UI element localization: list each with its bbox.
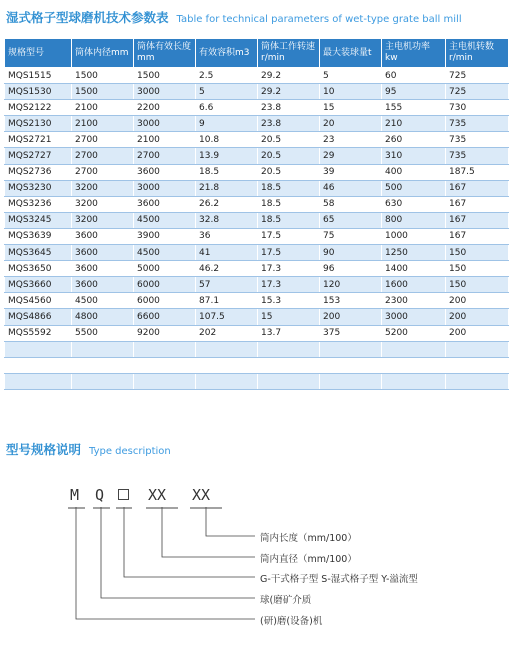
table-cell: 1400 [382, 261, 446, 277]
code-letter-m: M [70, 486, 80, 504]
table-cell: 107.5 [196, 309, 258, 325]
table-cell: 400 [382, 164, 446, 180]
column-header: 规格型号 [5, 39, 72, 68]
column-header: 筒体工作转速r/min [258, 39, 320, 68]
table-cell: 735 [446, 132, 509, 148]
table-cell: 15 [258, 309, 320, 325]
column-header: 最大装球量t [320, 39, 382, 68]
table-cell: 18.5 [196, 164, 258, 180]
table-cell: 730 [446, 100, 509, 116]
table-cell: 375 [320, 325, 382, 341]
table-cell: 18.5 [258, 196, 320, 212]
table-cell: 5500 [72, 325, 134, 341]
column-header: 筒体内径mm [72, 39, 134, 68]
code-xx-diameter: XX [148, 486, 167, 504]
table-cell: 5 [196, 84, 258, 100]
legend-type: G-干式格子型 S-湿式格子型 Y-溢流型 [260, 574, 418, 585]
legend-length: 筒内长度（mm/100） [260, 533, 357, 544]
table-cell: 1250 [382, 245, 446, 261]
table-cell: 3000 [134, 180, 196, 196]
table-cell: 2700 [72, 164, 134, 180]
leader-line-type [124, 507, 255, 577]
table-cell: 725 [446, 68, 509, 84]
table-cell: 9 [196, 116, 258, 132]
column-header: 主电机转数r/min [446, 39, 509, 68]
table-cell: 13.9 [196, 148, 258, 164]
table-cell: MQS4866 [5, 309, 72, 325]
leader-line-m [76, 507, 255, 619]
table-cell: 95 [382, 84, 446, 100]
column-header: 主电机功率kw [382, 39, 446, 68]
table-cell: 120 [320, 277, 382, 293]
table-cell: 3600 [134, 164, 196, 180]
table-cell: 15.3 [258, 293, 320, 309]
table-cell: 2700 [72, 148, 134, 164]
table-cell: 150 [446, 245, 509, 261]
table-cell: 46 [320, 180, 382, 196]
table-cell: 15 [320, 100, 382, 116]
table-cell: 90 [320, 245, 382, 261]
table-cell: 3200 [72, 180, 134, 196]
table-cell: 3600 [72, 277, 134, 293]
table-cell: 1500 [72, 84, 134, 100]
table-cell: 39 [320, 164, 382, 180]
table-cell: 167 [446, 228, 509, 244]
table-cell: 2200 [134, 100, 196, 116]
table-cell: 3600 [72, 228, 134, 244]
table-cell: 2100 [134, 132, 196, 148]
table-cell: 21.8 [196, 180, 258, 196]
table-cell: 20.5 [258, 132, 320, 148]
table-cell: MQS3639 [5, 228, 72, 244]
table-cell: 153 [320, 293, 382, 309]
table-cell: 2100 [72, 100, 134, 116]
table-cell: 5 [320, 68, 382, 84]
table-cell: 3000 [382, 309, 446, 325]
table-cell: 26.2 [196, 196, 258, 212]
table-cell: 725 [446, 84, 509, 100]
table-cell: 29.2 [258, 84, 320, 100]
table-cell: 20.5 [258, 148, 320, 164]
table-cell: 75 [320, 228, 382, 244]
table-cell: MQS3645 [5, 245, 72, 261]
table-cell: 735 [446, 116, 509, 132]
leader-line-diameter [162, 507, 255, 557]
legend-mill: (研)磨(设备)机 [260, 616, 323, 627]
table-cell: 167 [446, 196, 509, 212]
table-cell: MQS3245 [5, 212, 72, 228]
code-xx-length: XX [192, 486, 211, 504]
leader-line-length [206, 507, 255, 536]
table-title-en: Table for technical parameters of wet-type grate ball mill [176, 14, 462, 25]
legend-diameter: 筒内直径（mm/100） [260, 554, 357, 565]
table-cell: 260 [382, 132, 446, 148]
table-cell: 1500 [72, 68, 134, 84]
table-cell: 17.5 [258, 228, 320, 244]
table-cell: 41 [196, 245, 258, 261]
table-cell: 20 [320, 116, 382, 132]
table-cell: 1500 [134, 68, 196, 84]
table-cell: 10.8 [196, 132, 258, 148]
table-cell: 1600 [382, 277, 446, 293]
table-cell: 155 [382, 100, 446, 116]
table-cell: 200 [446, 293, 509, 309]
table-cell: 2100 [72, 116, 134, 132]
code-letter-q: Q [95, 486, 105, 504]
table-cell: 3600 [72, 245, 134, 261]
table-cell: 3600 [134, 196, 196, 212]
table-cell: 18.5 [258, 212, 320, 228]
table-cell: 2.5 [196, 68, 258, 84]
table-cell: MQS4560 [5, 293, 72, 309]
table-cell: 6000 [134, 277, 196, 293]
table-cell: 210 [382, 116, 446, 132]
table-cell: 200 [446, 309, 509, 325]
table-cell: 500 [382, 180, 446, 196]
table-cell: 23 [320, 132, 382, 148]
table-cell: 3000 [134, 116, 196, 132]
table-cell: 46.2 [196, 261, 258, 277]
table-cell: 167 [446, 180, 509, 196]
table-cell: 18.5 [258, 180, 320, 196]
table-cell: 310 [382, 148, 446, 164]
table-cell: 200 [320, 309, 382, 325]
table-cell: 4800 [72, 309, 134, 325]
table-cell: 29.2 [258, 68, 320, 84]
table-cell: 23.8 [258, 100, 320, 116]
table-cell: 57 [196, 277, 258, 293]
table-cell: 17.3 [258, 277, 320, 293]
table-cell: 17.3 [258, 261, 320, 277]
table-cell: 150 [446, 277, 509, 293]
table-cell: MQS1515 [5, 68, 72, 84]
table-cell: 5200 [382, 325, 446, 341]
table-cell: 96 [320, 261, 382, 277]
table-cell: 1000 [382, 228, 446, 244]
table-cell: 3600 [72, 261, 134, 277]
table-cell: 23.8 [258, 116, 320, 132]
table-cell: 4500 [134, 245, 196, 261]
table-cell: 87.1 [196, 293, 258, 309]
table-cell: 2700 [72, 132, 134, 148]
table-cell: 2300 [382, 293, 446, 309]
table-cell: 13.7 [258, 325, 320, 341]
table-cell: 202 [196, 325, 258, 341]
table-cell: 6600 [134, 309, 196, 325]
table-cell: 2700 [134, 148, 196, 164]
table-cell: 150 [446, 261, 509, 277]
table-cell: MQS3236 [5, 196, 72, 212]
table-cell: 58 [320, 196, 382, 212]
table-cell: 6000 [134, 293, 196, 309]
table-cell: 10 [320, 84, 382, 100]
table-cell: 630 [382, 196, 446, 212]
table-cell: 65 [320, 212, 382, 228]
table-cell: MQS2721 [5, 132, 72, 148]
table-cell: MQS2727 [5, 148, 72, 164]
table-cell: 3200 [72, 196, 134, 212]
table-title-cn: 湿式格子型球磨机技术参数表 [6, 10, 169, 25]
table-cell: 60 [382, 68, 446, 84]
table-cell: MQS3660 [5, 277, 72, 293]
table-cell: 167 [446, 212, 509, 228]
table-cell: 3900 [134, 228, 196, 244]
column-header: 有效容积m3 [196, 39, 258, 68]
table-cell: 735 [446, 148, 509, 164]
table-cell: MQS1530 [5, 84, 72, 100]
table-cell: 4500 [134, 212, 196, 228]
column-header: 筒体有效长度mm [134, 39, 196, 68]
table-cell: 4500 [72, 293, 134, 309]
table-cell: 29 [320, 148, 382, 164]
table-cell: 200 [446, 325, 509, 341]
table-cell: MQS2122 [5, 100, 72, 116]
table-cell: 17.5 [258, 245, 320, 261]
table-cell: MQS2130 [5, 116, 72, 132]
table-cell: 5000 [134, 261, 196, 277]
table-cell: MQS3230 [5, 180, 72, 196]
table-cell: 800 [382, 212, 446, 228]
table-cell: MQS3650 [5, 261, 72, 277]
table-cell: 6.6 [196, 100, 258, 116]
table-cell: 3200 [72, 212, 134, 228]
table-cell: 9200 [134, 325, 196, 341]
type-description-title-cn: 型号规格说明 [6, 442, 82, 457]
table-cell: 20.5 [258, 164, 320, 180]
table-cell: MQS2736 [5, 164, 72, 180]
table-cell: 36 [196, 228, 258, 244]
table-cell: 3000 [134, 84, 196, 100]
type-description-title-en: Type description [89, 446, 171, 457]
table-cell: 32.8 [196, 212, 258, 228]
table-cell: MQS5592 [5, 325, 72, 341]
legend-ball: 球(磨矿介质 [260, 595, 312, 606]
table-cell: 187.5 [446, 164, 509, 180]
